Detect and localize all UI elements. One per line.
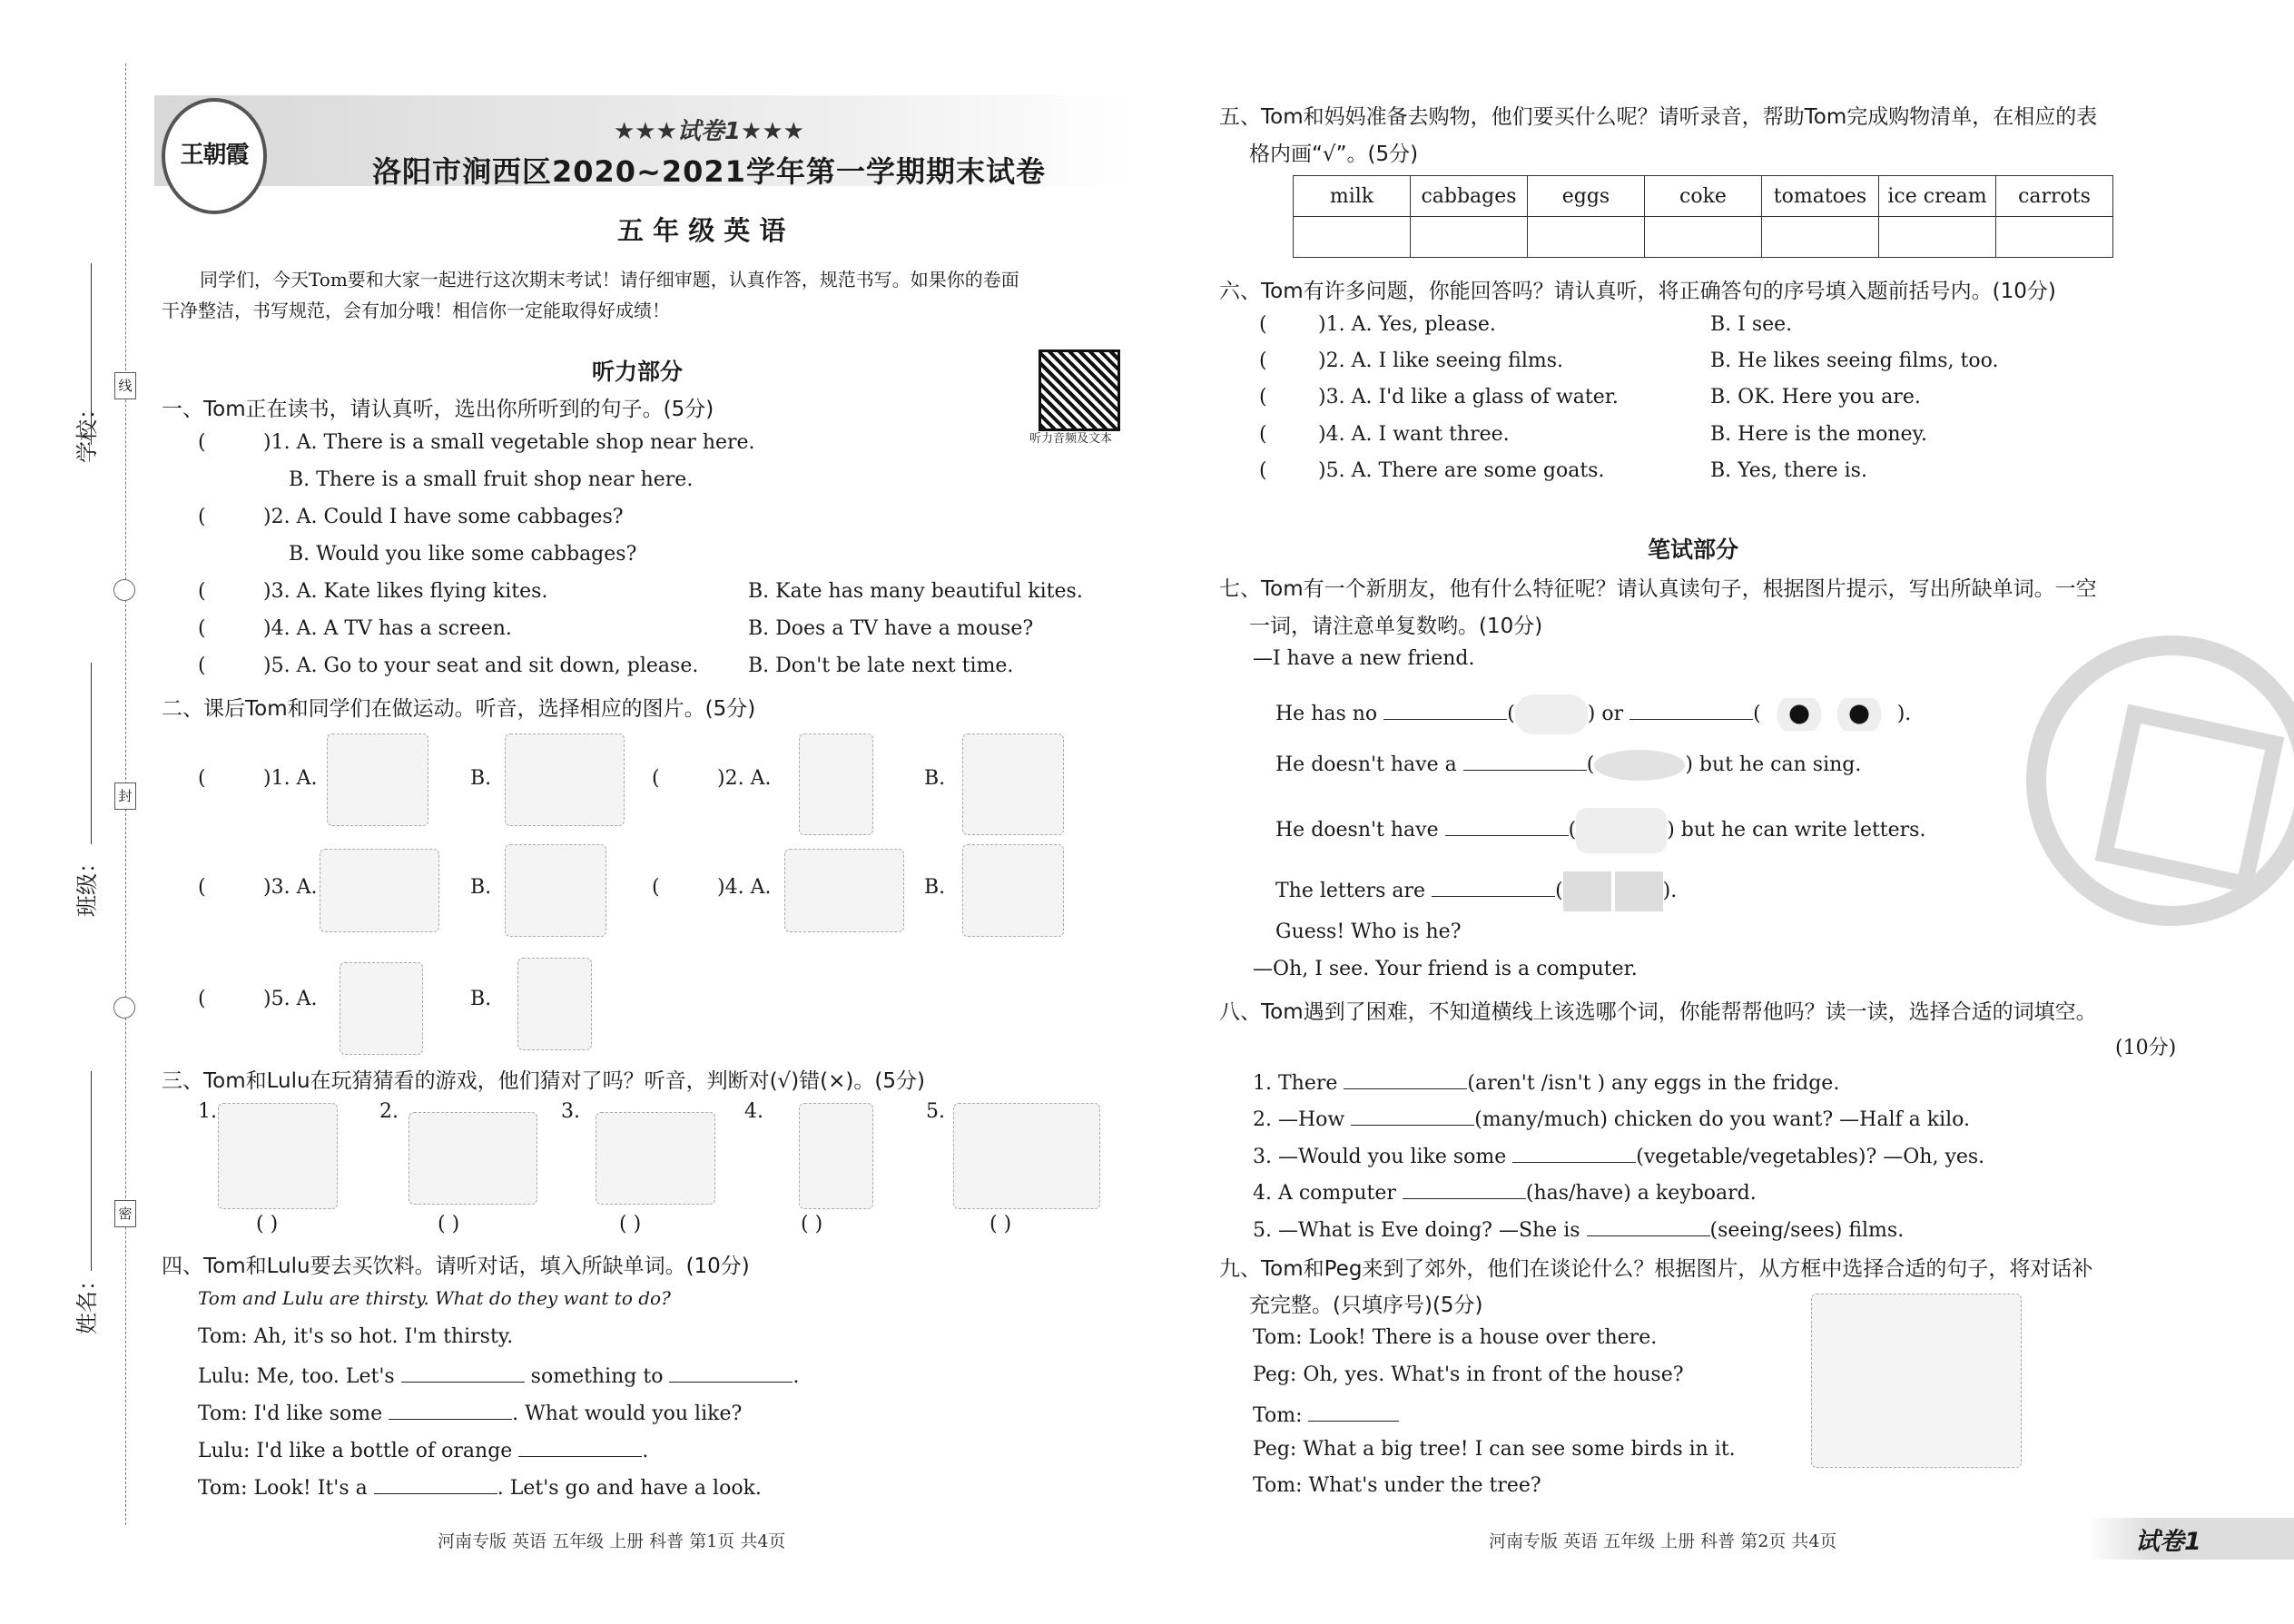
fill-blank[interactable]	[389, 1399, 512, 1420]
q8-text: (vegetable/vegetables)? —Oh, yes.	[1636, 1146, 1985, 1168]
q8-line-3	[1253, 1142, 1984, 1168]
q2-item-4: )4. A.	[717, 876, 772, 899]
q4-prompt: Tom and Lulu are thirsty. What do they want to do?	[198, 1287, 671, 1309]
answer-paren[interactable]: (	[198, 988, 206, 1010]
answer-paren[interactable]: (	[198, 655, 206, 677]
q2-item-5: )5. A.	[263, 988, 318, 1010]
subject-title: 五 年 级 英 语	[617, 215, 786, 246]
check-cell[interactable]	[1762, 217, 1879, 258]
answer-paren[interactable]: (	[198, 876, 206, 899]
q8-title: 八、Tom遇到了困难，不知道横线上该选哪个词，你能帮帮他吗？读一读，选择合适的词填空。	[1219, 1000, 2097, 1024]
desk-image	[218, 1103, 338, 1209]
q2-b-label: B.	[924, 767, 946, 790]
q7-line-2: He has no ( ) or ( ).	[1275, 694, 1911, 734]
fill-blank[interactable]	[1403, 1178, 1526, 1199]
school-label: 学校：	[74, 398, 100, 463]
q4-line-3	[198, 1399, 742, 1425]
q3-paren[interactable]: ( )	[989, 1213, 1012, 1235]
q6-item-5-b: B. Yes, there is.	[1710, 459, 1867, 482]
q1-item-1-a: )1. A. There is a small vegetable shop near here.	[263, 431, 755, 454]
q1-item-3-b: B. Kate has many beautiful kites.	[748, 580, 1083, 603]
farmhouse-image	[1811, 1294, 2022, 1468]
mouth-icon	[1594, 750, 1685, 781]
q6-title: 六、Tom有许多问题，你能回答吗？请认真听，将正确答句的序号填入题前括号内。(10分)	[1219, 280, 2056, 303]
q4-title: 四、Tom和Lulu要去买饮料。请听对话，填入所缺单词。(10分)	[162, 1255, 750, 1278]
q7-title-1: 七、Tom有一个新朋友，他有什么特征呢？请认真读句子，根据图片提示，写出所缺单词。一空	[1219, 577, 2097, 601]
fill-blank[interactable]	[518, 1436, 642, 1457]
q1-item-3-a: )3. A. Kate likes flying kites.	[263, 580, 548, 603]
q9-title-2: 充完整。(只填序号)(5分)	[1249, 1294, 1483, 1317]
answer-paren[interactable]: (	[198, 580, 206, 603]
q4-text: . Let's go and have a look.	[497, 1477, 762, 1500]
qr-caption: 听力音频及文本	[1029, 432, 1113, 446]
q7-text: or	[1601, 703, 1624, 725]
secret-seal-watermark-icon	[2026, 635, 2294, 926]
q6-item-2-a: )2. A. I like seeing films.	[1318, 349, 1564, 372]
eyes-icon	[1761, 698, 1897, 731]
q3-num: 5.	[926, 1100, 945, 1123]
q6-item-3-a: )3. A. I'd like a glass of water.	[1318, 386, 1619, 408]
q8-text: 3. —Would you like some	[1253, 1146, 1507, 1168]
q3-num: 4.	[744, 1100, 763, 1123]
exam-title: 洛阳市涧西区2020~2021学年第一学期期末试卷	[372, 154, 1046, 189]
q8-text: (many/much) chicken do you want? —Half a kilo.	[1474, 1108, 1971, 1131]
boy-playing-image	[799, 733, 873, 835]
shopping-list-table	[1293, 175, 2113, 258]
footer-left: 河南专版 英语 五年级 上册 科普 第1页 共4页	[438, 1531, 786, 1551]
listening-heading: 听力部分	[592, 359, 684, 385]
answer-paren[interactable]: (	[198, 506, 206, 528]
q8-text: 4. A computer	[1253, 1182, 1396, 1205]
q8-text: (aren't /isn't ) any eggs in the fridge.	[1467, 1072, 1840, 1095]
q2-b-label: B.	[470, 876, 492, 899]
answer-paren[interactable]: (	[1259, 313, 1267, 336]
q4-text: Tom: I'd like some	[198, 1403, 383, 1425]
name-line	[91, 1071, 92, 1271]
reading-boy-image	[962, 844, 1064, 937]
kite-flying-image	[505, 733, 625, 826]
paper-number: ★★★试卷1★★★	[614, 118, 804, 145]
table-header: ice cream	[1879, 176, 1996, 217]
q8-text: (has/have) a keyboard.	[1525, 1182, 1757, 1205]
q9-line-4: Peg: What a big tree! I can see some birds in it.	[1253, 1438, 1736, 1461]
classroom-image	[596, 1112, 715, 1205]
fill-blank[interactable]	[1308, 1401, 1399, 1422]
table-answer-row	[1294, 217, 2113, 258]
q7-line-7: —Oh, I see. Your friend is a computer.	[1253, 958, 1638, 980]
fill-blank[interactable]	[1445, 815, 1569, 836]
swimming-image	[784, 849, 904, 932]
q4-text: something to	[530, 1365, 664, 1388]
q9-title-1: 九、Tom和Peg来到了郊外，他们在谈论什么？根据图片，从方框中选择合适的句子，将对话补	[1219, 1257, 2093, 1281]
q6-item-4-a: )4. A. I want three.	[1318, 423, 1510, 446]
check-cell[interactable]	[1879, 217, 1996, 258]
q1-item-2-a: )2. A. Could I have some cabbages?	[263, 506, 624, 528]
school-line	[91, 263, 92, 445]
q7-text: The letters are	[1275, 880, 1426, 902]
answer-paren[interactable]: (	[198, 617, 206, 640]
q3-paren[interactable]: ( )	[256, 1213, 279, 1235]
q1-item-1-b: B. There is a small fruit shop near here.	[289, 468, 694, 491]
class-line	[91, 663, 92, 844]
q6-item-2-b: B. He likes seeing films, too.	[1710, 349, 1999, 372]
q4-text: Lulu: Me, too. Let's	[198, 1365, 395, 1388]
binding-hole-icon	[113, 997, 135, 1019]
q2-b-label: B.	[470, 988, 492, 1010]
logo-text: 王朝霞	[180, 142, 249, 169]
q7-line-6: Guess! Who is he?	[1275, 920, 1462, 943]
q1-title: 一、Tom正在读书，请认真听，选出你所听到的句子。(5分)	[162, 398, 714, 421]
q1-item-4-a: )4. A. A TV has a screen.	[263, 617, 512, 640]
q8-line-5	[1253, 1216, 1904, 1242]
q4-line-5	[198, 1473, 762, 1500]
q7-line-1: —I have a new friend.	[1253, 647, 1475, 670]
fill-blank[interactable]	[1587, 1216, 1710, 1236]
q6-item-1-b: B. I see.	[1710, 313, 1793, 336]
cycling-image	[327, 733, 428, 826]
answer-paren[interactable]: (	[652, 876, 660, 899]
answer-paren[interactable]: (	[1259, 386, 1267, 408]
q9-line-3	[1253, 1401, 1399, 1427]
toys-image	[953, 1103, 1100, 1209]
paper-badge: 试卷1	[2135, 1528, 2201, 1556]
q9-text: Tom:	[1253, 1404, 1303, 1427]
fill-blank[interactable]	[1512, 1142, 1636, 1163]
check-cell[interactable]	[1411, 217, 1528, 258]
table-header: carrots	[1996, 176, 2113, 217]
q3-paren[interactable]: ( )	[619, 1213, 642, 1235]
binding-hole-icon	[113, 579, 135, 601]
q6-item-1-a: )1. A. Yes, please.	[1318, 313, 1496, 336]
chair-image	[799, 1103, 873, 1209]
table-header: tomatoes	[1762, 176, 1879, 217]
table-header-row	[1294, 176, 2113, 217]
q8-text: 2. —How	[1253, 1108, 1345, 1131]
q2-title: 二、课后Tom和同学们在做运动。听音，选择相应的图片。(5分)	[162, 697, 756, 721]
q1-item-4-b: B. Does a TV have a mouse?	[748, 617, 1034, 640]
painting-girl-image	[340, 962, 423, 1055]
football-image	[320, 849, 439, 932]
q3-num: 1.	[198, 1100, 217, 1123]
q7-text: but he can sing.	[1698, 753, 1862, 776]
q9-line-5: Tom: What's under the tree?	[1253, 1474, 1541, 1497]
q7-text: but he can write letters.	[1680, 819, 1926, 842]
cut-mark-3: 密	[114, 1200, 136, 1227]
q2-b-label: B.	[470, 767, 492, 790]
cut-mark-1: 线	[114, 372, 136, 399]
name-label: 姓名：	[74, 1269, 100, 1334]
bed-image	[409, 1112, 537, 1205]
fill-blank[interactable]	[401, 1362, 525, 1383]
q6-item-3-b: B. OK. Here you are.	[1710, 386, 1921, 408]
q7-title-2: 一词，请注意单复数哟。(10分)	[1249, 615, 1543, 638]
q3-title: 三、Tom和Lulu在玩猜猜看的游戏，他们猜对了吗？听音，判断对(√)错(×)。(5分)	[162, 1069, 925, 1093]
q6-item-4-b: B. Here is the money.	[1710, 423, 1928, 446]
footer-right: 河南专版 英语 五年级 上册 科普 第2页 共4页	[1489, 1531, 1837, 1551]
answer-paren[interactable]: (	[652, 767, 660, 790]
answer-paren[interactable]: (	[1259, 459, 1267, 482]
check-cell[interactable]	[1645, 217, 1762, 258]
fill-blank[interactable]	[669, 1362, 793, 1383]
q7-line-3: He doesn't have a ( ) but he can sing.	[1275, 750, 1861, 781]
intro-line-2: 干净整洁，书写规范，会有加分哦！相信你一定能取得好成绩！	[162, 300, 670, 321]
q4-text: Lulu: I'd like a bottle of orange	[198, 1440, 513, 1462]
q1-item-5-b: B. Don't be late next time.	[748, 655, 1014, 677]
q8-text: (seeing/sees) films.	[1709, 1219, 1905, 1242]
fill-blank[interactable]	[1383, 699, 1507, 720]
fill-blank[interactable]	[1463, 750, 1587, 771]
q4-text: Tom: Look! It's a	[198, 1477, 368, 1500]
q5-title-1: 五、Tom和妈妈准备去购物，他们要买什么呢？请听录音，帮助Tom完成购物清单，在相应的表	[1219, 105, 2098, 129]
q8-text: 1. There	[1253, 1072, 1338, 1095]
dancing-girl-image	[962, 733, 1064, 835]
q1-item-2-b: B. Would you like some cabbages?	[289, 543, 637, 566]
answer-paren[interactable]: (	[1259, 349, 1267, 372]
q4-text: . What would you like?	[512, 1403, 743, 1425]
basketball-image	[505, 844, 606, 937]
class-label: 班级：	[74, 851, 100, 917]
table-header: coke	[1645, 176, 1762, 217]
q2-item-3: )3. A.	[263, 876, 318, 899]
ears-icon	[1515, 694, 1588, 734]
fill-blank[interactable]	[1344, 1068, 1467, 1089]
q5-title-2: 格内画“√”。(5分)	[1249, 143, 1419, 166]
q8-line-4	[1253, 1178, 1757, 1205]
q8-line-1	[1253, 1068, 1839, 1095]
check-cell[interactable]	[1528, 217, 1645, 258]
check-cell[interactable]	[1996, 217, 2113, 258]
writing-heading: 笔试部分	[1648, 536, 1739, 563]
fill-blank[interactable]	[1351, 1105, 1474, 1126]
q2-b-label: B.	[924, 876, 946, 899]
check-cell[interactable]	[1294, 217, 1411, 258]
q9-line-1: Tom: Look! There is a house over there.	[1253, 1326, 1658, 1349]
brand-logo	[162, 98, 267, 214]
q4-line-4: Lulu: I'd like a bottle of orange .	[198, 1436, 648, 1462]
q8-line-2	[1253, 1105, 1970, 1131]
table-header: eggs	[1528, 176, 1645, 217]
table-header: cabbages	[1411, 176, 1528, 217]
answer-paren[interactable]: (	[1259, 423, 1267, 446]
hands-icon	[1576, 808, 1667, 853]
table-header: milk	[1294, 176, 1411, 217]
q7-line-4: He doesn't have ( ) but he can write letters.	[1275, 808, 1925, 853]
fill-blank[interactable]	[374, 1473, 497, 1494]
cut-mark-2: 封	[114, 782, 136, 810]
q3-paren[interactable]: ( )	[438, 1213, 460, 1235]
q7-text: He doesn't have	[1275, 819, 1439, 842]
q3-num: 3.	[561, 1100, 580, 1123]
answer-paren[interactable]: (	[198, 431, 206, 454]
qr-code-icon[interactable]	[1039, 349, 1120, 431]
q7-text: He has no	[1275, 703, 1378, 725]
q6-item-5-a: )5. A. There are some goats.	[1318, 459, 1605, 482]
q9-line-2: Peg: Oh, yes. What's in front of the house?	[1253, 1363, 1684, 1386]
q4-line-1: Tom: Ah, it's so hot. I'm thirsty.	[198, 1325, 514, 1348]
answer-paren[interactable]: (	[198, 767, 206, 790]
skipping-image	[517, 958, 592, 1050]
email-letters-icon	[1563, 871, 1663, 911]
fill-blank[interactable]	[1629, 699, 1753, 720]
q2-item-1: )1. A.	[263, 767, 318, 790]
q8-score: (10分)	[2115, 1037, 2177, 1059]
intro-line-1: 同学们，今天Tom要和大家一起进行这次期末考试！请仔细审题，认真作答，规范书写。如果你的卷面	[200, 269, 1019, 290]
q2-item-2: )2. A.	[717, 767, 772, 790]
q3-num: 2.	[379, 1100, 399, 1123]
fill-blank[interactable]	[1432, 876, 1555, 897]
q7-text: He doesn't have a	[1275, 753, 1457, 776]
q7-line-5: The letters are ( ).	[1275, 871, 1677, 911]
q3-paren[interactable]: ( )	[801, 1213, 823, 1235]
q8-text: 5. —What is Eve doing? —She is	[1253, 1219, 1580, 1242]
q1-item-5-a: )5. A. Go to your seat and sit down, please.	[263, 655, 699, 677]
q4-line-2: Lulu: Me, too. Let's something to .	[198, 1362, 799, 1388]
